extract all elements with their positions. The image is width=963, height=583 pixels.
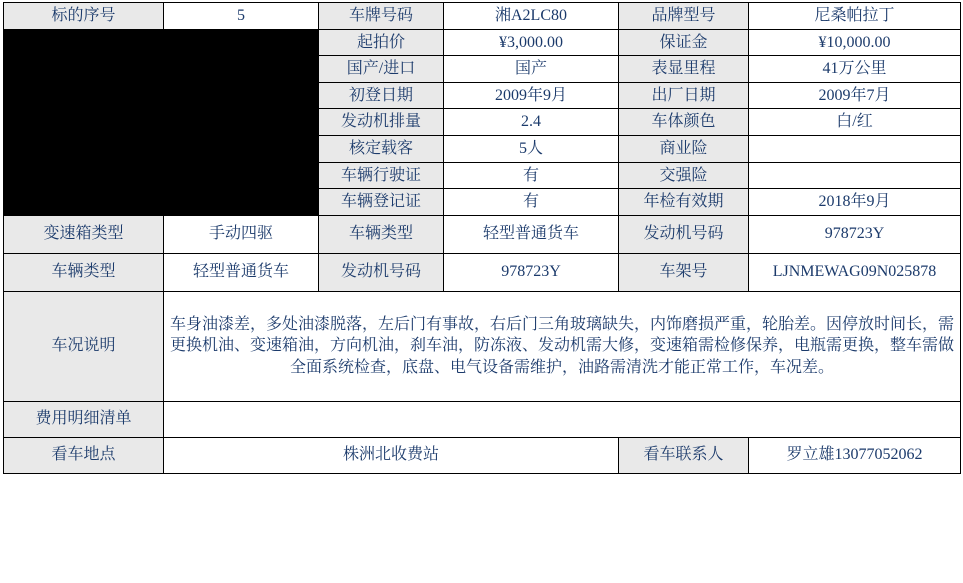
displacement-value: 2.4	[444, 109, 619, 136]
first-registration-value: 2009年9月	[444, 82, 619, 109]
brand-value: 尼桑帕拉丁	[749, 3, 961, 30]
vin-row-type-value: 轻型普通货车	[164, 253, 319, 291]
commercial-insurance-value	[749, 135, 961, 162]
body-color-label: 车体颜色	[619, 109, 749, 136]
item-no-value: 5	[164, 3, 319, 30]
reg-cert-label: 车辆登记证	[319, 189, 444, 216]
engine-no-label: 发动机号码	[619, 215, 749, 253]
traffic-insurance-value	[749, 162, 961, 189]
fee-list-label: 费用明细清单	[4, 401, 164, 437]
vin-row-engine-label: 发动机号码	[319, 253, 444, 291]
condition-value: 车身油漆差，多处油漆脱落，左后门有事故，右后门三角玻璃缺失，内饰磨损严重，轮胎差。因停放时间长，需更换机油、变速箱油，方向机油，刹车油，防冻液、发动机需大修，变速箱需检修保养，电瓶需更换，整车需做全面系统检查，底盘、电气设备需维护，油路需清洗才能正常工作，车况差。	[164, 291, 961, 401]
body-color-value: 白/红	[749, 109, 961, 136]
plate-value: 湘A2LC80	[444, 3, 619, 30]
seats-value: 5人	[444, 135, 619, 162]
table-row	[4, 291, 961, 401]
deposit-label: 保证金	[619, 29, 749, 56]
origin-label: 国产/进口	[319, 56, 444, 83]
view-place-label: 看车地点	[4, 437, 164, 473]
mileage-label: 表显里程	[619, 56, 749, 83]
vin-row-engine-value: 978723Y	[444, 253, 619, 291]
driving-license-label: 车辆行驶证	[319, 162, 444, 189]
contact-label: 看车联系人	[619, 437, 749, 473]
condition-label: 车况说明	[4, 291, 164, 401]
gearbox-value: 手动四驱	[164, 215, 319, 253]
table-row	[4, 253, 961, 291]
brand-label: 品牌型号	[619, 3, 749, 30]
start-price-value: ¥3,000.00	[444, 29, 619, 56]
table-row	[4, 29, 961, 56]
contact-value: 罗立雄13077052062	[749, 437, 961, 473]
fee-list-value	[164, 401, 961, 437]
manufacture-date-label: 出厂日期	[619, 82, 749, 109]
seats-label: 核定载客	[319, 135, 444, 162]
mileage-value: 41万公里	[749, 56, 961, 83]
commercial-insurance-label: 商业险	[619, 135, 749, 162]
view-place-value: 株洲北收费站	[164, 437, 619, 473]
displacement-label: 发动机排量	[319, 109, 444, 136]
vin-value: LJNMEWAG09N025878	[749, 253, 961, 291]
first-registration-label: 初登日期	[319, 82, 444, 109]
vehicle-type-value: 轻型普通货车	[444, 215, 619, 253]
vehicle-type-label: 车辆类型	[319, 215, 444, 253]
vehicle-info-sheet	[0, 2, 963, 583]
origin-value: 国产	[444, 56, 619, 83]
inspection-value: 2018年9月	[749, 189, 961, 216]
vin-row-type-label: 车辆类型	[4, 253, 164, 291]
traffic-insurance-label: 交强险	[619, 162, 749, 189]
deposit-value: ¥10,000.00	[749, 29, 961, 56]
gearbox-label: 变速箱类型	[4, 215, 164, 253]
vehicle-info-table	[3, 2, 961, 474]
inspection-label: 年检有效期	[619, 189, 749, 216]
manufacture-date-value: 2009年7月	[749, 82, 961, 109]
reg-cert-value: 有	[444, 189, 619, 216]
table-row	[4, 215, 961, 253]
table-row	[4, 3, 961, 30]
start-price-label: 起拍价	[319, 29, 444, 56]
plate-label: 车牌号码	[319, 3, 444, 30]
engine-no-value: 978723Y	[749, 215, 961, 253]
item-no-label: 标的序号	[4, 3, 164, 30]
table-row	[4, 437, 961, 473]
vehicle-photo	[4, 29, 319, 215]
vin-label: 车架号	[619, 253, 749, 291]
table-row	[4, 401, 961, 437]
driving-license-value: 有	[444, 162, 619, 189]
